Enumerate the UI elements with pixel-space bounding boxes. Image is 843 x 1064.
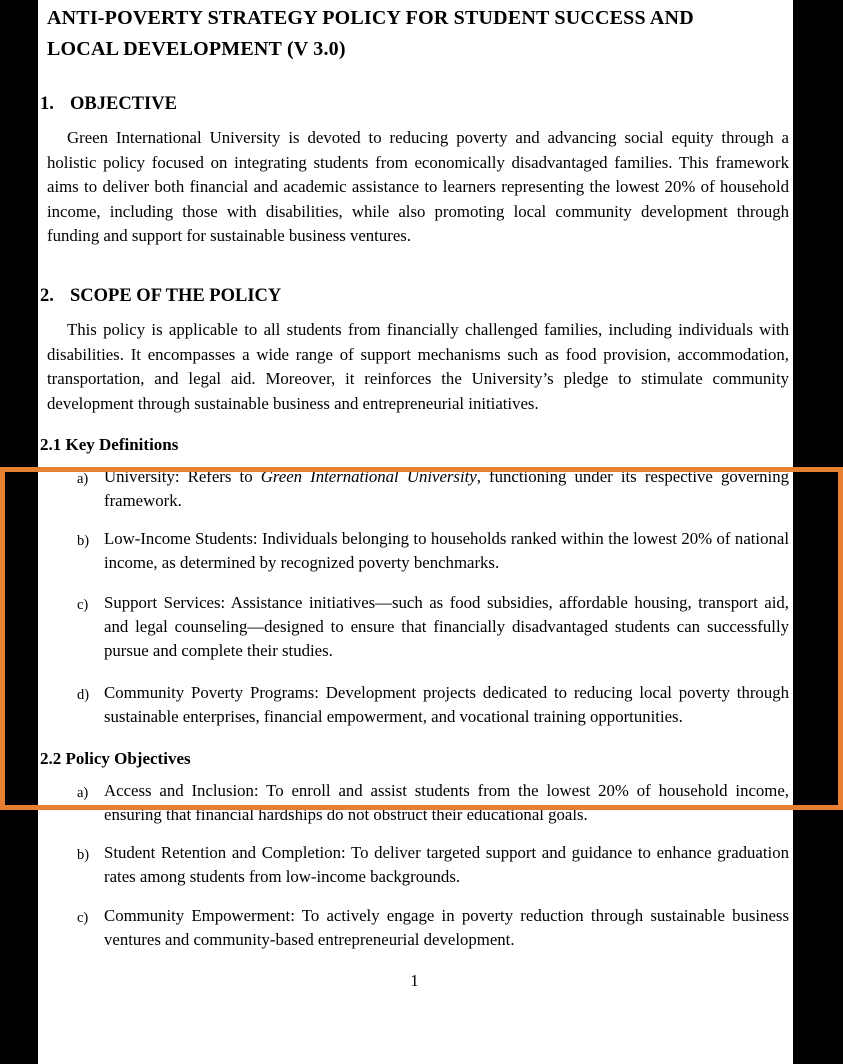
section-heading-label: SCOPE OF THE POLICY [70, 285, 282, 306]
subsection-heading-policy-objectives: 2.2 Policy Objectives [40, 749, 191, 769]
document-page [40, 0, 789, 992]
list-marker: d) [77, 687, 90, 704]
list-marker: c) [77, 597, 89, 614]
list-item [77, 904, 789, 952]
section-number: 2. [40, 285, 54, 306]
list-item [77, 465, 789, 513]
page-number: 1 [410, 971, 419, 991]
document-title-line-1: ANTI-POVERTY STRATEGY POLICY FOR STUDENT SUCCESS AND [47, 7, 694, 29]
section-heading-label: OBJECTIVE [70, 94, 177, 114]
left-margin-bar [0, 0, 38, 1064]
list-marker: c) [77, 910, 89, 927]
list-item-text: Community Empowerment: To actively engage in poverty reduction through sustainable business ventures and community-based entrepreneurial development. [104, 906, 789, 950]
section-number: 1. [40, 94, 54, 114]
list-item-text: Low-Income Students: Individuals belonging to households ranked within the lowest 20% of national income, as determined by recognized poverty benchmarks. [104, 529, 789, 573]
list-item [77, 681, 789, 729]
scope-paragraph: This policy is applicable to all students from financially challenged families, including individuals with disabilities. It encompasses a wide range of support mechanisms such as food provision, accommodation, transportation, and legal aid. Moreover, it reinforces the University’s pledge to stimulate community development through sustainable business and entrepreneurial initiatives. [47, 319, 789, 413]
section-heading-objective [40, 92, 789, 116]
right-margin-bar [793, 0, 843, 1064]
list-item [77, 527, 789, 575]
document-title-line-2: LOCAL DEVELOPMENT (V 3.0) [47, 38, 346, 60]
list-item-text [104, 465, 789, 513]
list-item [77, 841, 789, 889]
list-marker: b) [77, 847, 90, 864]
list-item-text: Community Poverty Programs: Development projects dedicated to reducing local poverty through sustainable enterprises, financial empowerment, and vocational training opportunities. [104, 683, 789, 727]
list-item-text: Access and Inclusion: To enroll and assist students from the lowest 20% of household income, ensuring that financial hardships do not obstruct their educational goals. [104, 781, 789, 825]
document-title [47, 3, 789, 65]
definition-text-after: , functioning under its respective governing framework. [104, 467, 789, 511]
section-heading-scope [40, 284, 789, 308]
definition-text-before: University: Refers to [104, 467, 261, 487]
list-marker: a) [77, 471, 89, 488]
subsection-heading-key-definitions: 2.1 Key Definitions [40, 435, 179, 455]
list-item [77, 779, 789, 827]
list-item-text: Student Retention and Completion: To deliver targeted support and guidance to enhance graduation rates among students from low-income backgrounds. [104, 843, 789, 887]
definition-text-italic: Green International University [260, 467, 477, 487]
list-marker: a) [77, 785, 89, 802]
list-item-text: Support Services: Assistance initiatives—such as food subsidies, affordable housing, transport aid, and legal counseling—designed to ensure that financially disadvantaged students can successfully pursue and complete their studies. [104, 593, 789, 661]
objective-paragraph: Green International University is devoted to reducing poverty and advancing social equity through a holistic policy focused on integrating students from economically disadvantaged families. This framework aims to deliver both financial and academic assistance to learners representing the lowest 20% of household income, including those with disabilities, while also promoting local community development through funding and support for sustainable business ventures. [47, 128, 789, 246]
list-marker: b) [77, 533, 90, 550]
list-item [77, 591, 789, 663]
